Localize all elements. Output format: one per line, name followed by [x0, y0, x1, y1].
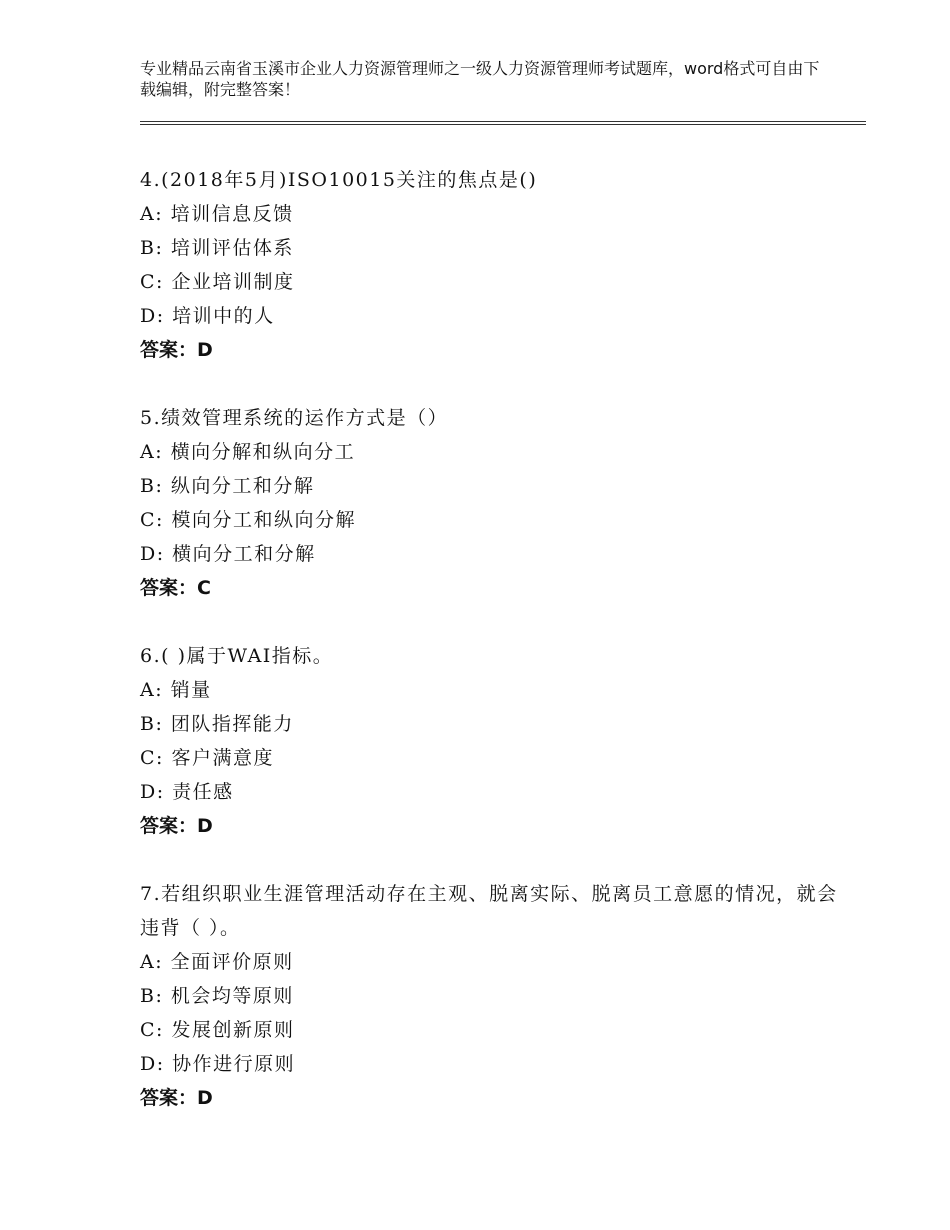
option-d: D: 协作进行原则 — [140, 1053, 296, 1075]
option-a: A: 全面评价原则 — [140, 951, 294, 973]
option-a: A: 培训信息反馈 — [140, 203, 294, 225]
question-stem: 4.(2018年5月)ISO10015关注的焦点是() — [140, 169, 538, 191]
answer-value: C — [197, 577, 211, 599]
option-c: C: 模向分工和纵向分解 — [140, 509, 356, 531]
option-d: D: 责任感 — [140, 781, 234, 803]
option-d: D: 横向分工和分解 — [140, 543, 316, 565]
answer-line — [140, 809, 840, 843]
answer-line — [140, 571, 840, 605]
question-list — [140, 163, 840, 1149]
answer-label: 答案： — [140, 1087, 198, 1109]
option-d: D: 培训中的人 — [140, 305, 275, 327]
option-a: A: 销量 — [140, 679, 212, 701]
option-b: B: 培训评估体系 — [140, 237, 294, 259]
question-7 — [140, 877, 840, 1115]
answer-label: 答案： — [140, 339, 198, 361]
answer-line — [140, 1081, 840, 1115]
answer-label: 答案： — [140, 577, 198, 599]
answer-value: D — [197, 815, 213, 837]
option-a: A: 横向分解和纵向分工 — [140, 441, 356, 463]
header-divider-bottom — [140, 124, 866, 125]
question-5 — [140, 401, 840, 605]
option-b: B: 团队指挥能力 — [140, 713, 294, 735]
option-b: B: 纵向分工和分解 — [140, 475, 315, 497]
option-c: C: 企业培训制度 — [140, 271, 295, 293]
header-divider-top — [140, 121, 866, 122]
answer-label: 答案： — [140, 815, 198, 837]
option-c: C: 发展创新原则 — [140, 1019, 295, 1041]
answer-value: D — [197, 1087, 213, 1109]
answer-value: D — [197, 339, 213, 361]
document-header: 专业精品云南省玉溪市企业人力资源管理师之一级人力资源管理师考试题库，word格式可自由下载编辑，附完整答案！ — [140, 59, 820, 99]
option-c: C: 客户满意度 — [140, 747, 274, 769]
question-4 — [140, 163, 840, 367]
question-stem: 6.( )属于WAI指标。 — [140, 645, 334, 667]
question-6 — [140, 639, 840, 843]
question-stem: 7.若组织职业生涯管理活动存在主观、脱离实际、脱离员工意愿的情况，就会违背（ ）。 — [140, 883, 838, 939]
option-b: B: 机会均等原则 — [140, 985, 294, 1007]
question-stem: 5.绩效管理系统的运作方式是（） — [140, 407, 449, 429]
answer-line — [140, 333, 840, 367]
